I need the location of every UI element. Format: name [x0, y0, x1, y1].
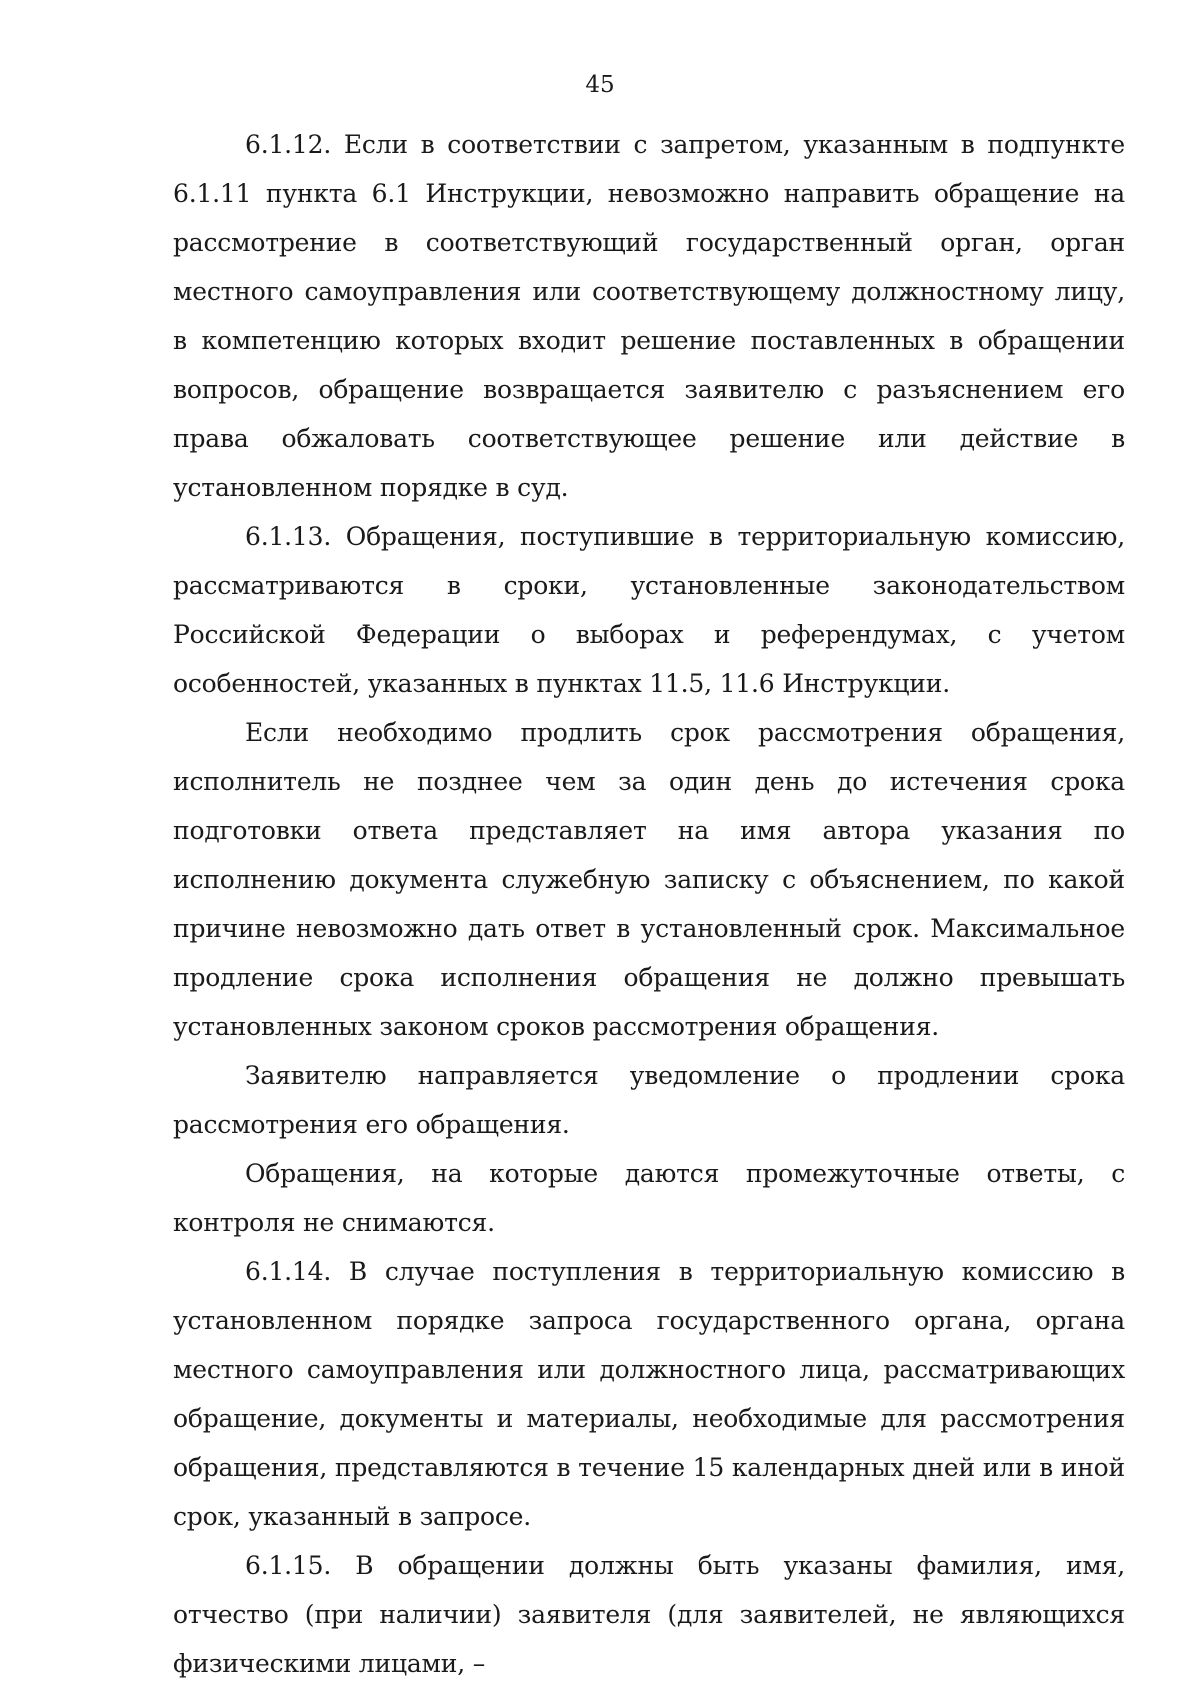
paragraph-extension-procedure: Если необходимо продлить срок рассмотрения обращения, исполнитель не позднее чем за один день до истечения срока подготовки ответа представляет на имя автора указания по исполнению документа служебную записку с объяснением, по какой причине невозможно дать ответ в установленный срок. Максимальное продление срока исполнения обращения не должно превышать установленных законом сроков рассмотрения обращения.	[173, 718, 1125, 1041]
paragraph-6-1-12: 6.1.12. Если в соответствии с запретом, указанным в подпункте 6.1.11 пункта 6.1 Инструкции, невозможно направить обращение на рассмотрение в соответствующий государственный орган, орган местного самоуправления или соответствующему должностному лицу, в компетенцию которых входит решение поставленных в обращении вопросов, обращение возвращается заявителю с разъяснением его права обжаловать соответствующее решение или действие в установленном порядке в суд.	[173, 130, 1125, 502]
paragraph-6-1-15: 6.1.15. В обращении должны быть указаны фамилия, имя, отчество (при наличии) заявителя (для заявителей, не являющихся физическими лицами, –	[173, 1551, 1125, 1678]
page-number: 45	[585, 72, 615, 98]
paragraph-notification: Заявителю направляется уведомление о продлении срока рассмотрения его обращения.	[173, 1061, 1125, 1139]
document-body	[173, 120, 1125, 1688]
paragraph-6-1-14: 6.1.14. В случае поступления в территориальную комиссию в установленном порядке запроса государственного органа, органа местного самоуправления или должностного лица, рассматривающих обращение, документы и материалы, необходимые для рассмотрения обращения, представляются в течение 15 календарных дней или в иной срок, указанный в запросе.	[173, 1257, 1125, 1531]
paragraph-6-1-13: 6.1.13. Обращения, поступившие в территориальную комиссию, рассматриваются в сроки, установленные законодательством Российской Федерации о выборах и референдумах, с учетом особенностей, указанных в пунктах 11.5, 11.6 Инструкции.	[173, 522, 1125, 698]
paragraph-interim-answers: Обращения, на которые даются промежуточные ответы, с контроля не снимаются.	[173, 1159, 1125, 1237]
